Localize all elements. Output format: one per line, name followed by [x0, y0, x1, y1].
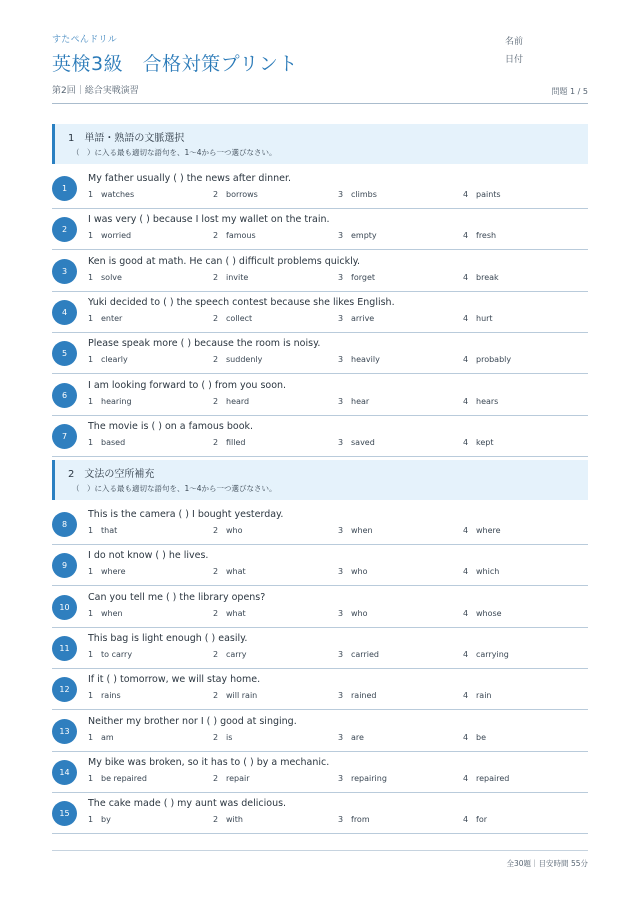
choice-text: rain	[476, 691, 492, 700]
choice-number: 1	[88, 273, 94, 282]
section-header	[52, 124, 588, 164]
question-text: Yuki decided to ( ) the speech contest because she likes English.	[88, 297, 395, 308]
choice-text: suddenly	[226, 355, 263, 364]
choice-number: 1	[88, 650, 94, 659]
choice-text: hearing	[101, 397, 132, 406]
choice-text: forget	[351, 273, 375, 282]
choice-number: 4	[463, 355, 469, 364]
choice-number: 4	[463, 273, 469, 282]
question-number-badge: 11	[52, 636, 77, 661]
choice-number: 1	[88, 355, 94, 364]
question-number-badge: 10	[52, 595, 77, 620]
choice-number: 4	[463, 815, 469, 824]
question-text: Ken is good at math. He can ( ) difficult problems quickly.	[88, 256, 361, 267]
choice-number: 4	[463, 526, 469, 535]
page-indicator: 問題 1 / 5	[551, 87, 588, 96]
question-item	[52, 251, 588, 292]
answer-choice[interactable]	[213, 314, 252, 323]
answer-choice[interactable]	[213, 650, 246, 659]
choice-text: who	[351, 609, 368, 618]
answer-choice[interactable]	[463, 650, 509, 659]
date-field-label: 日付	[505, 55, 524, 65]
choice-number: 1	[88, 314, 94, 323]
question-number-badge: 12	[52, 677, 77, 702]
question-item	[52, 416, 588, 457]
choice-text: from	[351, 815, 370, 824]
answer-choice[interactable]	[463, 438, 493, 447]
answer-choice[interactable]	[463, 774, 509, 783]
section-heading: 2 文法の空所補充	[68, 469, 155, 480]
answer-choice[interactable]	[338, 774, 387, 783]
choice-number: 3	[338, 650, 344, 659]
question-number-badge: 1	[52, 176, 77, 201]
choice-number: 1	[88, 815, 94, 824]
answer-choice[interactable]	[338, 567, 368, 576]
choice-number: 3	[338, 733, 344, 742]
answer-choice[interactable]	[463, 314, 493, 323]
answer-choice[interactable]	[88, 231, 131, 240]
answer-choice[interactable]	[338, 438, 375, 447]
choice-text: probably	[476, 355, 512, 364]
choice-number: 4	[463, 609, 469, 618]
question-number-badge: 2	[52, 217, 77, 242]
answer-choice[interactable]	[213, 273, 248, 282]
answer-choice[interactable]	[88, 567, 126, 576]
choice-text: for	[476, 815, 487, 824]
choice-text: break	[476, 273, 499, 282]
choice-number: 2	[213, 397, 219, 406]
choice-number: 1	[88, 526, 94, 535]
choice-number: 4	[463, 314, 469, 323]
choice-number: 3	[338, 231, 344, 240]
choice-number: 3	[338, 691, 344, 700]
choice-text: repair	[226, 774, 250, 783]
choice-text: enter	[101, 314, 123, 323]
question-text: My bike was broken, so it has to ( ) by a mechanic.	[88, 757, 330, 768]
question-item	[52, 168, 588, 209]
question-item	[52, 504, 588, 545]
choice-text: heard	[226, 397, 250, 406]
question-number-badge: 8	[52, 512, 77, 537]
choice-text: kept	[476, 438, 494, 447]
answer-choice[interactable]	[338, 526, 373, 535]
name-field-label: 名前	[505, 37, 524, 47]
choice-text: carrying	[476, 650, 509, 659]
answer-choice[interactable]	[88, 190, 134, 199]
choice-number: 2	[213, 567, 219, 576]
choice-text: rained	[351, 691, 377, 700]
answer-choice[interactable]	[338, 815, 370, 824]
choice-text: carry	[226, 650, 247, 659]
choice-text: repaired	[476, 774, 510, 783]
choice-text: where	[101, 567, 126, 576]
choice-number: 2	[213, 650, 219, 659]
question-item	[52, 711, 588, 752]
choice-number: 3	[338, 609, 344, 618]
choice-number: 4	[463, 190, 469, 199]
choice-text: who	[351, 567, 368, 576]
choice-number: 3	[338, 438, 344, 447]
answer-choice[interactable]	[213, 733, 232, 742]
choice-text: borrows	[226, 190, 258, 199]
question-text: The movie is ( ) on a famous book.	[88, 421, 254, 432]
question-text: I do not know ( ) he lives.	[88, 550, 209, 561]
choice-text: filled	[226, 438, 246, 447]
answer-choice[interactable]	[338, 397, 369, 406]
answer-choice[interactable]	[213, 190, 258, 199]
question-number-badge: 9	[52, 553, 77, 578]
answer-choice[interactable]	[338, 650, 379, 659]
answer-choice[interactable]	[213, 397, 249, 406]
answer-choice[interactable]	[88, 526, 117, 535]
choice-text: famous	[226, 231, 256, 240]
choice-text: when	[101, 609, 123, 618]
choice-number: 4	[463, 733, 469, 742]
choice-text: when	[351, 526, 373, 535]
question-number-badge: 6	[52, 383, 77, 408]
question-text: This bag is light enough ( ) easily.	[88, 633, 248, 644]
choice-number: 4	[463, 774, 469, 783]
question-text: Can you tell me ( ) the library opens?	[88, 592, 266, 603]
choice-number: 2	[213, 231, 219, 240]
answer-choice[interactable]	[463, 609, 502, 618]
choice-number: 2	[213, 733, 219, 742]
choice-number: 2	[213, 273, 219, 282]
question-item	[52, 545, 588, 586]
question-number-badge: 5	[52, 341, 77, 366]
choice-number: 2	[213, 691, 219, 700]
answer-choice[interactable]	[213, 567, 246, 576]
choice-number: 2	[213, 526, 219, 535]
answer-choice[interactable]	[88, 774, 147, 783]
choice-text: fresh	[476, 231, 497, 240]
choice-text: which	[476, 567, 500, 576]
answer-choice[interactable]	[88, 815, 111, 824]
answer-choice[interactable]	[338, 733, 364, 742]
choice-text: are	[351, 733, 364, 742]
choice-text: arrive	[351, 314, 375, 323]
choice-number: 2	[213, 609, 219, 618]
choice-text: what	[226, 609, 246, 618]
choice-number: 3	[338, 314, 344, 323]
answer-choice[interactable]	[338, 355, 380, 364]
choice-number: 1	[88, 691, 94, 700]
answer-choice[interactable]	[88, 397, 132, 406]
header-divider	[52, 103, 588, 104]
question-item	[52, 587, 588, 628]
choice-text: with	[226, 815, 243, 824]
answer-choice[interactable]	[88, 650, 132, 659]
question-number-badge: 13	[52, 719, 77, 744]
answer-choice[interactable]	[88, 609, 123, 618]
choice-number: 3	[338, 273, 344, 282]
choice-number: 3	[338, 774, 344, 783]
choice-number: 4	[463, 438, 469, 447]
footer-divider	[52, 850, 588, 851]
answer-choice[interactable]	[213, 526, 243, 535]
answer-choice[interactable]	[463, 190, 501, 199]
choice-text: climbs	[351, 190, 377, 199]
question-item	[52, 669, 588, 710]
choice-text: carried	[351, 650, 379, 659]
answer-choice[interactable]	[463, 526, 501, 535]
question-text: If it ( ) tomorrow, we will stay home.	[88, 674, 261, 685]
section-header	[52, 460, 588, 500]
choice-text: solve	[101, 273, 122, 282]
choice-text: repairing	[351, 774, 387, 783]
question-number-badge: 4	[52, 300, 77, 325]
choice-text: invite	[226, 273, 249, 282]
answer-choice[interactable]	[213, 774, 250, 783]
choice-number: 3	[338, 355, 344, 364]
answer-choice[interactable]	[213, 231, 256, 240]
choice-text: rains	[101, 691, 121, 700]
question-text: I am looking forward to ( ) from you soon.	[88, 380, 287, 391]
page-title: 英検3級 合格対策プリント	[52, 53, 298, 75]
choice-text: by	[101, 815, 111, 824]
answer-choice[interactable]	[338, 273, 375, 282]
choice-text: hear	[351, 397, 370, 406]
choice-text: will rain	[226, 691, 258, 700]
question-item	[52, 292, 588, 333]
choice-text: am	[101, 733, 114, 742]
answer-choice[interactable]	[213, 815, 243, 824]
choice-number: 4	[463, 567, 469, 576]
answer-choice[interactable]	[88, 438, 125, 447]
footer-summary: 全30題｜目安時間 55分	[506, 859, 588, 868]
choice-text: what	[226, 567, 246, 576]
question-text: Please speak more ( ) because the room is noisy.	[88, 338, 321, 349]
choice-text: to carry	[101, 650, 133, 659]
choice-number: 2	[213, 355, 219, 364]
answer-choice[interactable]	[88, 314, 122, 323]
question-item	[52, 375, 588, 416]
choice-number: 3	[338, 815, 344, 824]
choice-text: empty	[351, 231, 377, 240]
choice-number: 3	[338, 397, 344, 406]
choice-number: 1	[88, 397, 94, 406]
question-number-badge: 14	[52, 760, 77, 785]
question-item	[52, 333, 588, 374]
question-text: This is the camera ( ) I bought yesterday.	[88, 509, 284, 520]
choice-number: 2	[213, 190, 219, 199]
choice-number: 1	[88, 609, 94, 618]
choice-text: worried	[101, 231, 132, 240]
choice-number: 2	[213, 438, 219, 447]
answer-choice[interactable]	[463, 815, 487, 824]
choice-text: hurt	[476, 314, 493, 323]
choice-number: 1	[88, 774, 94, 783]
choice-text: who	[226, 526, 243, 535]
choice-number: 1	[88, 438, 94, 447]
question-text: The cake made ( ) my aunt was delicious.	[88, 798, 287, 809]
answer-choice[interactable]	[213, 691, 257, 700]
answer-choice[interactable]	[213, 438, 245, 447]
section-heading: 1 単語・熟語の文脈選択	[68, 133, 185, 144]
choice-number: 3	[338, 190, 344, 199]
choice-text: hears	[476, 397, 499, 406]
choice-number: 2	[213, 774, 219, 783]
answer-choice[interactable]	[463, 273, 499, 282]
brand-label: すたぺんドリル	[52, 35, 118, 45]
answer-choice[interactable]	[338, 190, 377, 199]
choice-number: 2	[213, 314, 219, 323]
choice-text: is	[226, 733, 233, 742]
choice-text: that	[101, 526, 118, 535]
answer-choice[interactable]	[463, 733, 486, 742]
question-number-badge: 7	[52, 424, 77, 449]
choice-number: 1	[88, 231, 94, 240]
question-item	[52, 209, 588, 250]
answer-choice[interactable]	[88, 273, 122, 282]
choice-text: based	[101, 438, 126, 447]
choice-text: be repaired	[101, 774, 147, 783]
choice-text: saved	[351, 438, 375, 447]
choice-number: 4	[463, 650, 469, 659]
choice-number: 2	[213, 815, 219, 824]
answer-choice[interactable]	[338, 314, 374, 323]
choice-text: be	[476, 733, 486, 742]
answer-choice[interactable]	[88, 355, 128, 364]
choice-text: clearly	[101, 355, 128, 364]
answer-choice[interactable]	[88, 691, 121, 700]
choice-text: whose	[476, 609, 502, 618]
answer-choice[interactable]	[463, 397, 498, 406]
choice-number: 4	[463, 691, 469, 700]
answer-choice[interactable]	[463, 567, 499, 576]
question-text: I was very ( ) because I lost my wallet on the train.	[88, 214, 330, 225]
choice-number: 3	[338, 526, 344, 535]
choice-text: paints	[476, 190, 501, 199]
choice-number: 4	[463, 397, 469, 406]
choice-text: where	[476, 526, 501, 535]
choice-number: 3	[338, 567, 344, 576]
question-item	[52, 752, 588, 793]
question-item	[52, 793, 588, 834]
answer-choice[interactable]	[213, 609, 246, 618]
choice-text: heavily	[351, 355, 380, 364]
section-instruction: （ ）に入る最も適切な語句を、1〜4から一つ選びなさい。	[72, 484, 277, 493]
choice-number: 1	[88, 567, 94, 576]
answer-choice[interactable]	[463, 691, 491, 700]
section-instruction: （ ）に入る最も適切な語句を、1〜4から一つ選びなさい。	[72, 148, 277, 157]
choice-number: 1	[88, 190, 94, 199]
answer-choice[interactable]	[463, 231, 496, 240]
answer-choice[interactable]	[463, 355, 511, 364]
page-subtitle: 第2回｜総合実戦演習	[52, 86, 139, 96]
choice-number: 1	[88, 733, 94, 742]
question-text: Neither my brother nor I ( ) good at singing.	[88, 716, 297, 727]
question-item	[52, 628, 588, 669]
answer-choice[interactable]	[338, 231, 377, 240]
answer-choice[interactable]	[338, 691, 376, 700]
answer-choice[interactable]	[88, 733, 114, 742]
answer-choice[interactable]	[338, 609, 368, 618]
choice-text: collect	[226, 314, 253, 323]
question-number-badge: 3	[52, 259, 77, 284]
choice-text: watches	[101, 190, 135, 199]
choice-number: 4	[463, 231, 469, 240]
question-text: My father usually ( ) the news after dinner.	[88, 173, 292, 184]
answer-choice[interactable]	[213, 355, 262, 364]
question-number-badge: 15	[52, 801, 77, 826]
